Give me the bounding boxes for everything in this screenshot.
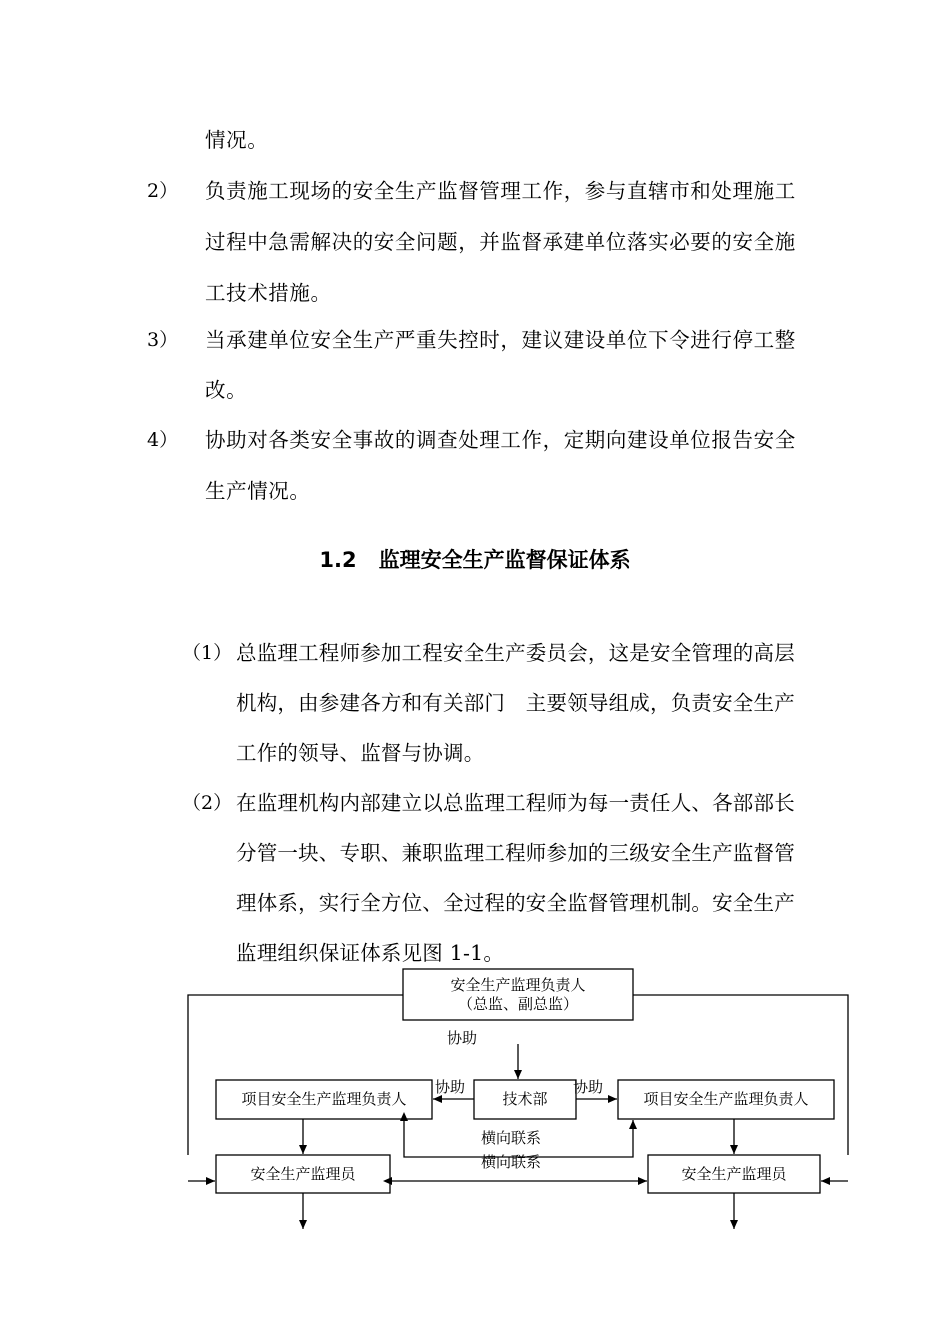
list-item-1-line-1: 情况。 bbox=[205, 128, 269, 152]
list-item-2-line-2: 过程中急需解决的安全问题，并监督承建单位落实必要的安全施 bbox=[205, 230, 796, 254]
paragraph-1-line-2: 机构，由参建各方和有关部门 主要领导组成，负责安全生产 bbox=[236, 691, 795, 715]
right-outer-line bbox=[633, 995, 848, 1155]
list-item-3-number: 3） bbox=[147, 329, 179, 351]
paragraph-1-number: （1） bbox=[182, 642, 233, 664]
paragraph-1-line-1: 总监理工程师参加工程安全生产委员会，这是安全管理的高层 bbox=[236, 641, 795, 665]
assist-right-label: 协助 bbox=[573, 1078, 604, 1096]
assist-left-label: 协助 bbox=[435, 1078, 466, 1096]
left-manager-label: 项目安全生产监理负责人 bbox=[241, 1090, 407, 1108]
top-box-title: 安全生产监理负责人 bbox=[450, 976, 586, 994]
list-item-2-line-3: 工技术措施。 bbox=[205, 281, 332, 305]
paragraph-2-number: （2） bbox=[182, 792, 233, 814]
left-outer-line bbox=[188, 995, 403, 1155]
list-item-2-line-1: 负责施工现场的安全生产监督管理工作，参与直辖市和处理施工 bbox=[205, 179, 796, 203]
list-item-4-line-1: 协助对各类安全事故的调查处理工作，定期向建设单位报告安全 bbox=[205, 428, 796, 452]
right-supervisor-label: 安全生产监理员 bbox=[681, 1165, 787, 1183]
list-item-2-number: 2） bbox=[147, 180, 179, 202]
left-supervisor-label: 安全生产监理员 bbox=[250, 1165, 356, 1183]
paragraph-1-line-3: 工作的领导、监督与协调。 bbox=[236, 741, 485, 765]
right-manager-label: 项目安全生产监理负责人 bbox=[643, 1090, 809, 1108]
paragraph-2-line-2: 分管一块、专职、兼职监理工程师参加的三级安全生产监督管 bbox=[236, 841, 795, 865]
horizontal-link-label-1: 横向联系 bbox=[481, 1129, 542, 1147]
horizontal-link-label-2: 横向联系 bbox=[481, 1153, 542, 1171]
section-number: 1.2 bbox=[319, 548, 357, 572]
list-item-3-line-2: 改。 bbox=[205, 378, 248, 402]
paragraph-2-line-1: 在监理机构内部建立以总监理工程师为每一责任人、各部部长 bbox=[236, 791, 795, 815]
top-box-subtitle: （总监、副总监） bbox=[457, 995, 579, 1013]
paragraph-2-line-4: 监理组织保证体系见图 1-1。 bbox=[236, 941, 505, 965]
list-item-4-line-2: 生产情况。 bbox=[205, 479, 311, 503]
paragraph-2-line-3: 理体系，实行全方位、全过程的安全监督管理机制。安全生产 bbox=[236, 891, 795, 915]
assist-top-label: 协助 bbox=[447, 1029, 478, 1047]
list-item-4-number: 4） bbox=[147, 429, 179, 451]
list-item-3-line-1: 当承建单位安全生产严重失控时，建议建设单位下令进行停工整 bbox=[205, 328, 796, 352]
section-title: 监理安全生产监督保证体系 bbox=[378, 548, 631, 572]
tech-dept-label: 技术部 bbox=[502, 1090, 548, 1108]
